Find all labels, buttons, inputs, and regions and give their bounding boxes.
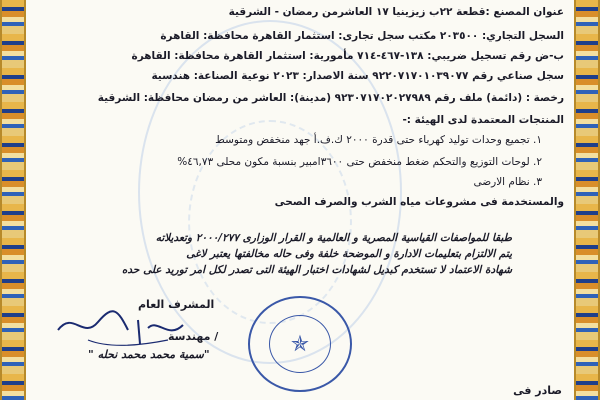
commercial-register: السجل التجاري: ٢٠٣٥٠٠ مكتب سجل تجارى: استثمار القاهرة محافظة: القاهرة [160, 30, 564, 42]
condition-item: طبقا للمواصفات القياسية المصرية و العالمية و القرار الوزارى ٢٠٠٠/٢٧٧ وتعديلاته [155, 232, 512, 244]
official-seal [248, 296, 352, 392]
product-item: ٣. نظام الارضى [473, 176, 542, 188]
condition-item: يتم الالتزام بتعليمات الادارة و الموضحة خلفة وفى حاله مخالفتها يعتبر لاغى [186, 248, 512, 260]
condition-item: شهادة الاعتماد لا تستخدم كبديل لشهادات اختبار الهيئة التى تصدر لكل امر توريد على حده [121, 264, 512, 276]
product-item: ١. تجميع وحدات توليد كهرباء حتى قدرة ٢٠٠٠ ك.ف.أ جهد منخفض ومتوسط [215, 134, 542, 146]
tax-register: ب-ض رقم تسجيل ضريبي: ١٣٨-٤٦٧-٧١٤ مأمورية: استثمار القاهرة محافظة: القاهرة [131, 50, 564, 62]
products-title: المنتجات المعتمدة لدى الهيئة :- [402, 114, 564, 126]
usage-line: والمستخدمة فى مشروعات مياه الشرب والصرف الصحى [274, 196, 564, 208]
general-supervisor-label: المشرف العام [138, 298, 215, 311]
decorative-border-right [574, 0, 600, 400]
product-item: ٢. لوحات التوزيع والتحكم ضغط منخفض حتى ٣٦٠٠امبير بنسبة مكون محلى ٤٦,٧٣% [177, 156, 542, 168]
engineer-name: " سمية محمد محمد نحله" [88, 348, 210, 361]
issued-label: صادر فى [513, 384, 562, 397]
watermark-inner-circle [188, 120, 352, 324]
engineer-label: مهندسة / [168, 330, 219, 343]
certificate-page [28, 0, 572, 400]
industrial-register: سجل صناعي رقم ٩٢٢٠٧١٧٠١٠٣٩٠٧٧ سنة الاصدار: ٢٠٢٣ نوعية الصناعة: هندسية [151, 70, 564, 82]
factory-address: عنوان المصنع :قطعة ٢٢ب زيزينيا ١٧ العاشرمن رمضان - الشرقية [228, 6, 564, 18]
eagle-emblem-icon: ✯ [269, 315, 331, 373]
license-line: رخصة : (دائمة) ملف رقم ٩٢٣٠٧١٧٠٢٠٢٧٩٨٩ (مدينة): العاشر من رمضان محافظة: الشرقية [97, 92, 564, 104]
decorative-border-left [0, 0, 26, 400]
